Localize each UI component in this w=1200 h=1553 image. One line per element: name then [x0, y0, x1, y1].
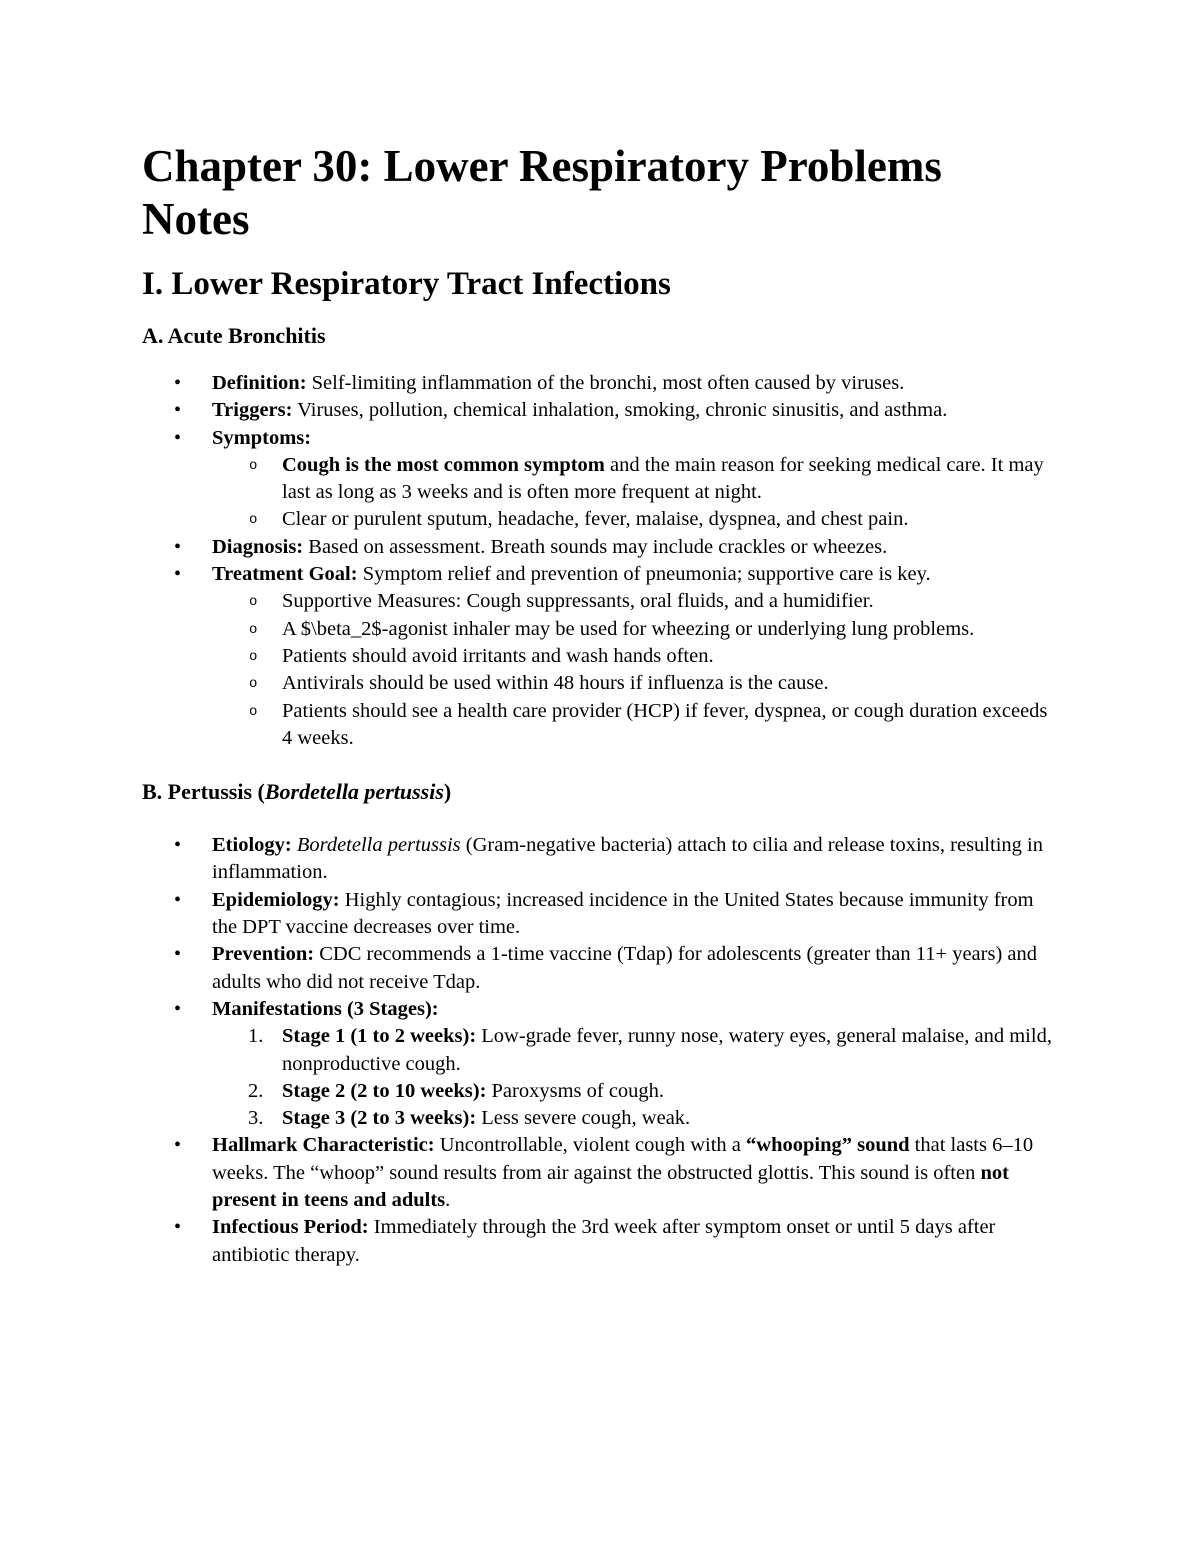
label-triggers: Triggers:	[212, 399, 293, 422]
label-definition: Definition:	[212, 372, 307, 394]
label-etiology: Etiology:	[212, 834, 292, 857]
list-item-prevention	[142, 941, 1062, 996]
list-item-etiology	[142, 832, 1062, 887]
list-item-treatment-goal	[142, 561, 1062, 752]
list-item-hallmark	[142, 1132, 1062, 1214]
label-infectious-period: Infectious Period:	[212, 1216, 369, 1239]
stage-label: Stage 1 (1 to 2 weeks):	[282, 1025, 477, 1048]
label-prevention: Prevention:	[212, 943, 315, 966]
stage-text: Low-grade fever, runny nose, watery eyes, general malaise, and mild, nonproductive cough.	[282, 1025, 1052, 1075]
stage-number: 3.	[248, 1107, 264, 1130]
acute-bronchitis-list	[142, 370, 1062, 752]
stage-text: Paroxysms of cough.	[486, 1079, 665, 1102]
stage-label: Stage 3 (2 to 3 weeks):	[282, 1107, 477, 1130]
label-hallmark: Hallmark Characteristic:	[212, 1134, 435, 1157]
list-item-diagnosis	[142, 534, 1062, 561]
document-title: Chapter 30: Lower Respiratory Problems Notes	[142, 141, 942, 244]
stages-list	[142, 1023, 1062, 1132]
pertussis-list	[142, 832, 1062, 1269]
symptom-cough-bold: Cough is the most common symptom	[282, 453, 605, 476]
treatment-sublist	[142, 588, 1062, 752]
list-item-manifestations	[142, 996, 1062, 1132]
subsection-heading-pertussis	[142, 778, 1062, 806]
sublist-item: o A $\beta_2$-agonist inhaler may be used for wheezing or underlying lung problems.	[142, 616, 1062, 643]
sublist-item: o Supportive Measures: Cough suppressants, oral fluids, and a humidifier.	[142, 588, 1062, 615]
hallmark-not-present: not present in teens and adults	[212, 1161, 1009, 1212]
symptom-cough-text: and the main reason for seeking medical care. It may last as long as 3 weeks and is often more frequent at night.	[282, 453, 1044, 504]
label-diagnosis: Diagnosis:	[212, 535, 304, 558]
text-treatment-goal: Symptom relief and prevention of pneumonia; supportive care is key.	[357, 563, 931, 586]
sublist-item	[142, 452, 1062, 507]
stage-item	[142, 1105, 1062, 1132]
text-diagnosis: Based on assessment. Breath sounds may include crackles or wheezes.	[303, 535, 888, 558]
text-hallmark-2: that lasts 6–10 weeks. The “whoop” sound results from air against the obstructed glottis. This sound is often	[212, 1134, 1034, 1184]
subsection-heading-acute-bronchitis: A. Acute Bronchitis	[142, 323, 326, 348]
section-heading-lower-respiratory-infections: I. Lower Respiratory Tract Infections	[142, 266, 671, 302]
label-treatment-goal: Treatment Goal:	[212, 563, 358, 586]
list-item-epidemiology	[142, 887, 1062, 942]
text-infectious-period: Immediately through the 3rd week after symptom onset or until 5 days after antibiotic therapy.	[212, 1216, 996, 1266]
text-triggers: Viruses, pollution, chemical inhalation, smoking, chronic sinusitis, and asthma.	[292, 399, 948, 422]
page-content	[142, 140, 1062, 1269]
text-definition: Self-limiting inflammation of the bronchi, most often caused by viruses.	[306, 372, 905, 394]
label-epidemiology: Epidemiology:	[212, 888, 340, 911]
text-prevention: CDC recommends a 1-time vaccine (Tdap) for adolescents (greater than 11+ years) and adults who did not receive Tdap.	[212, 943, 1037, 993]
sublist-item: o Patients should avoid irritants and wash hands often.	[142, 643, 1062, 670]
symptoms-sublist	[142, 452, 1062, 534]
pertussis-heading-italic: Bordetella pertussis	[264, 779, 444, 805]
pertussis-heading-prefix: B. Pertussis (	[142, 779, 265, 805]
stage-text: Less severe cough, weak.	[476, 1107, 691, 1130]
list-item-symptoms	[142, 425, 1062, 534]
stage-number: 1.	[248, 1025, 264, 1048]
sublist-item: o Antivirals should be used within 48 hours if influenza is the cause.	[142, 670, 1062, 697]
pertussis-heading-suffix: )	[443, 779, 452, 805]
text-hallmark-3: .	[445, 1189, 451, 1212]
etiology-organism: Bordetella pertussis	[296, 834, 461, 857]
hallmark-whooping-sound: “whooping” sound	[746, 1134, 910, 1157]
stage-number: 2.	[248, 1079, 264, 1102]
text-hallmark-1: Uncontrollable, violent cough with a	[434, 1134, 747, 1157]
stage-item	[142, 1078, 1062, 1105]
list-item-triggers	[142, 397, 1062, 424]
list-item-infectious-period	[142, 1214, 1062, 1269]
label-manifestations: Manifestations (3 Stages):	[212, 997, 439, 1020]
stage-label: Stage 2 (2 to 10 weeks):	[282, 1079, 487, 1102]
list-item-definition	[142, 370, 1062, 397]
sublist-item: o Clear or purulent sputum, headache, fever, malaise, dyspnea, and chest pain.	[142, 506, 1062, 533]
text-epidemiology: Highly contagious; increased incidence in the United States because immunity from the DPT vaccine decreases over time.	[212, 888, 1034, 939]
label-symptoms: Symptoms:	[212, 426, 312, 449]
text-etiology: (Gram-negative bacteria) attach to cilia and release toxins, resulting in inflammation.	[212, 834, 1043, 884]
sublist-item: o Patients should see a health care provider (HCP) if fever, dyspnea, or cough duration exceeds 4 weeks.	[142, 698, 1062, 753]
stage-item	[142, 1023, 1062, 1078]
